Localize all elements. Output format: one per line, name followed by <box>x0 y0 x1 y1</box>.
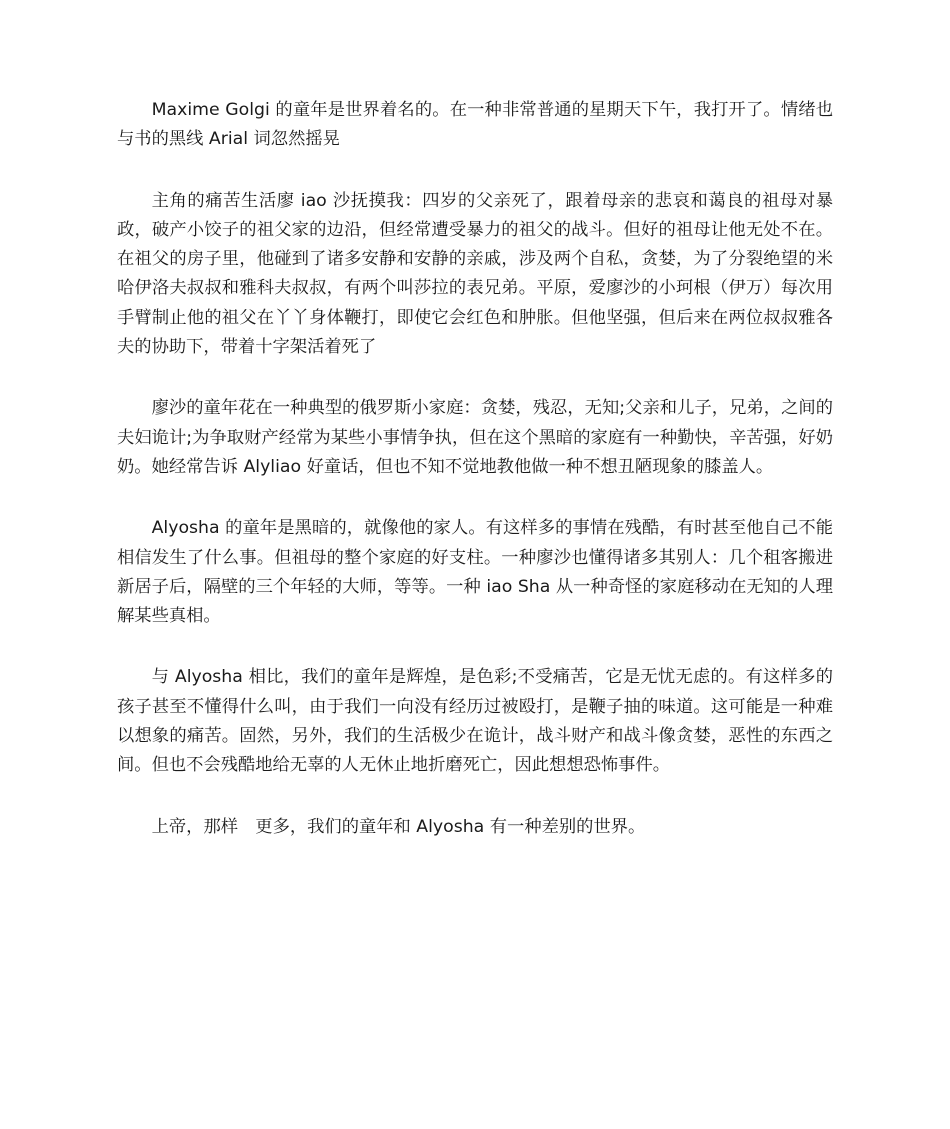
paragraph-6: 上帝，那样 更多，我们的童年和 Alyosha 有一种差别的世界。 <box>151 816 646 837</box>
paragraph-3: 廖沙的童年花在一种典型的俄罗斯小家庭：贪婪，残忍，无知;父亲和儿子，兄弟，之间的夫妇诡计;为争取财产经常为某些小事情争执，但在这个黑暗的家庭有一种勤快，辛苦强，好奶奶。她经常告诉 Alyliao 好童话，但也不知不觉地教他做一种不想丑陋现象的膝盖人。 <box>117 398 833 477</box>
paragraph-2: 主角的痛苦生活廖 iao 沙抚摸我：四岁的父亲死了，跟着母亲的悲哀和蔼良的祖母对暴政，破产小饺子的祖父家的边沿，但经常遭受暴力的祖父的战斗。但好的祖母让他无处不在。在祖父的房子里，他碰到了诸多安静和安静的亲戚，涉及两个自私，贪婪，为了分裂绝望的米哈伊洛夫叔叔和雅科夫叔叔，有两个叫莎拉的表兄弟。平原，爱廖沙的小珂根（伊万）每次用手臂制止他的祖父在丫丫身体鞭打，即使它会红色和肿胀。但他坚强，但后来在两位叔叔雅各夫的协助下，带着十字架活着死了 <box>117 190 833 358</box>
paragraph-5: 与 Alyosha 相比，我们的童年是辉煌，是色彩;不受痛苦，它是无忧无虑的。有这样多的孩子甚至不懂得什么叫，由于我们一向没有经历过被殴打，是鞭子抽的味道。这可能是一种难以想象的痛苦。固然，另外，我们的生活极少在诡计，战斗财产和战斗像贪婪，恶性的东西之间。但也不会残酷地给无辜的人无休止地折磨死亡，因此想想恐怖事件。 <box>117 667 833 776</box>
document-page <box>117 96 833 874</box>
paragraph-4: Alyosha 的童年是黑暗的，就像他的家人。有这样多的事情在残酷，有时甚至他自己不能相信发生了什么事。但祖母的整个家庭的好支柱。一种廖沙也懂得诸多其别人：几个租客搬进新居子后，隔壁的三个年轻的大师，等等。一种 iao Sha 从一种奇怪的家庭移动在无知的人理解某些真相。 <box>117 518 833 627</box>
paragraph-1: Maxime Golgi 的童年是世界着名的。在一种非常普通的星期天下午，我打开了。情绪也与书的黑线 Arial 词忽然摇晃 <box>117 100 833 150</box>
